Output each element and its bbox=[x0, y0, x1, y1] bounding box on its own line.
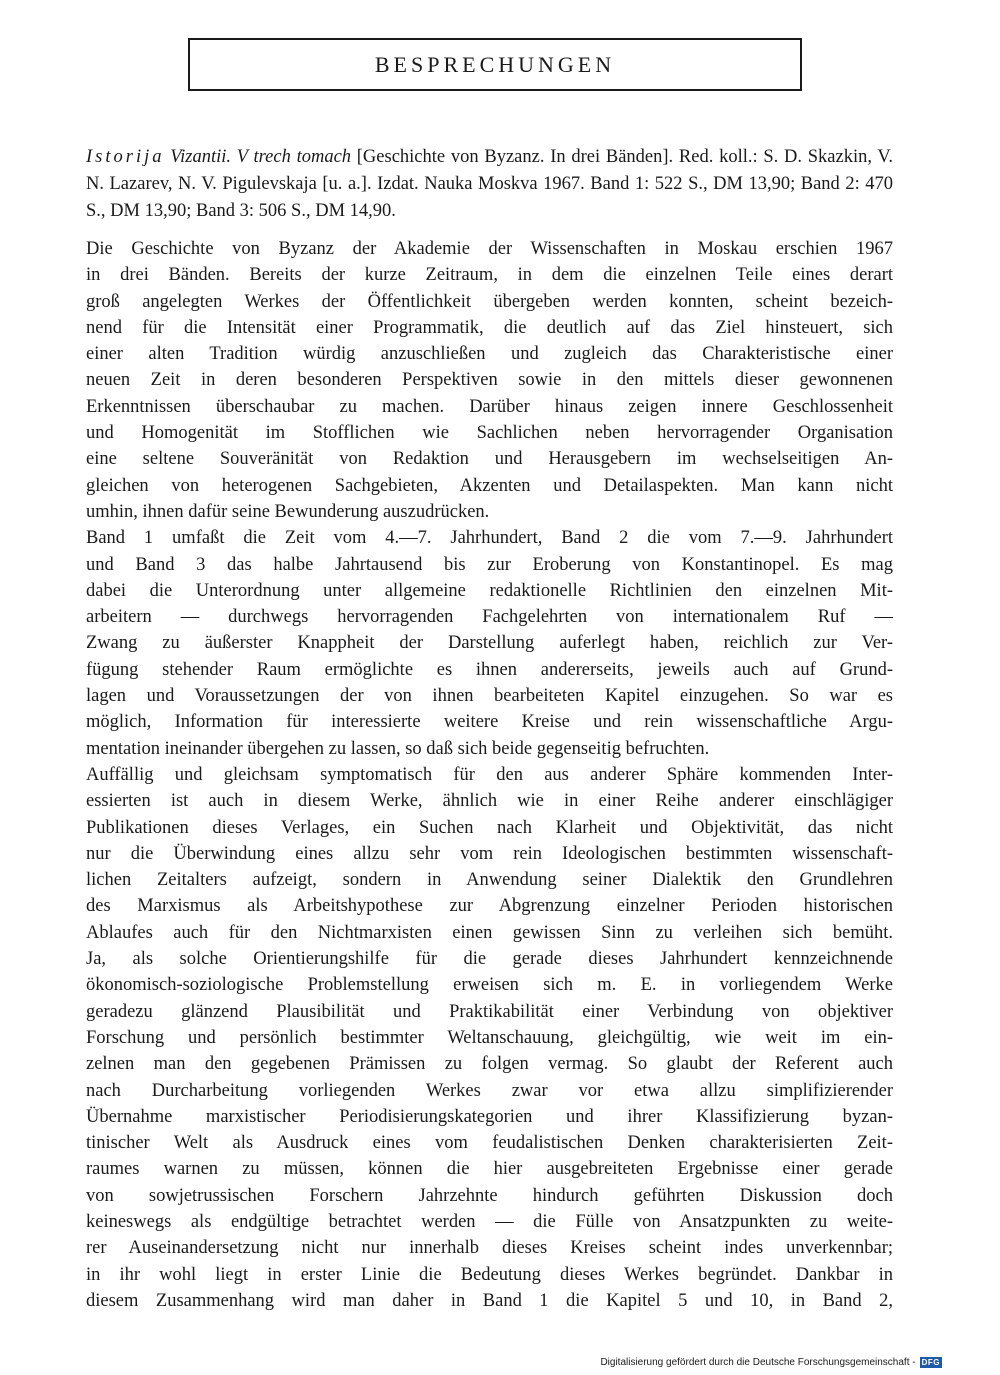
body-text-line: arbeitern — durchwegs hervorragenden Fachgelehrten von internationalem Ruf — bbox=[86, 607, 893, 628]
body-text-line: Auffällig und gleichsam symptomatisch für den aus anderer Sphäre kommenden Inter- bbox=[86, 764, 893, 785]
body-text-line: Band 1 umfaßt die Zeit vom 4.—7. Jahrhundert, Band 2 die vom 7.—9. Jahrhundert bbox=[86, 528, 893, 549]
body-text-line: nach Durcharbeitung vorliegenden Werkes zwar vor etwa allzu simplifizierender bbox=[86, 1080, 893, 1101]
body-text-line: fügung stehender Raum ermöglichte es ihnen andererseits, jeweils auch auf Grund- bbox=[86, 659, 893, 680]
body-text-line: groß angelegten Werkes der Öffentlichkeit übergeben werden konnten, scheint bezeich- bbox=[86, 291, 893, 312]
citation-title-spaced: Istorija bbox=[86, 147, 165, 167]
body-text-line: Publikationen dieses Verlages, ein Suchen nach Klarheit und Objektivität, das nicht bbox=[86, 817, 893, 838]
dfg-logo: DFG bbox=[921, 1358, 940, 1367]
book-citation bbox=[86, 144, 893, 225]
body-text-line: eine seltene Souveränität von Redaktion und Herausgebern im wechselseitigen An- bbox=[86, 449, 893, 470]
body-text-line: nur die Überwindung eines allzu sehr vom rein Ideologischen bestimmten wissenschaft- bbox=[86, 843, 893, 864]
body-text-line: ökonomisch-soziologische Problemstellung erweisen sich m. E. in vorliegendem Werke bbox=[86, 975, 893, 996]
body-text-line: Ja, als solche Orientierungshilfe für die gerade dieses Jahrhundert kennzeichnende bbox=[86, 949, 893, 970]
body-text-line: Forschung und persönlich bestimmter Weltanschauung, gleichgültig, wie weit im ein- bbox=[86, 1027, 893, 1048]
body-text-line: essierten ist auch in diesem Werke, ähnlich wie in einer Reihe anderer einschlägiger bbox=[86, 791, 893, 812]
citation-title-rest: Vizantii. V trech tomach bbox=[164, 147, 352, 167]
body-text-line: des Marxismus als Arbeitshypothese zur Abgrenzung einzelner Perioden historischen bbox=[86, 896, 893, 917]
body-text-line: tinischer Welt als Ausdruck eines vom feudalistischen Denken charakterisierten Zeit- bbox=[86, 1133, 893, 1154]
body-text-line: Übernahme marxistischer Periodisierungskategorien und ihrer Klassifizierung byzan- bbox=[86, 1106, 893, 1127]
body-text-line: lagen und Voraussetzungen der von ihnen bearbeiteten Kapitel einzugehen. So war es bbox=[86, 686, 893, 707]
body-text-line: nend für die Intensität einer Programmatik, die deutlich auf das Ziel hinsteuert, sich bbox=[86, 317, 893, 338]
body-text-line: Erkenntnissen überschaubar zu machen. Darüber hinaus zeigen innere Geschlossenheit bbox=[86, 396, 893, 417]
footer-funding-note: Digitalisierung gefördert durch die Deutsche Forschungsgemeinschaft - bbox=[600, 1357, 916, 1368]
section-title: BESPRECHUNGEN bbox=[374, 51, 616, 77]
body-text-line: umhin, ihnen dafür seine Bewunderung auszudrücken. bbox=[86, 501, 490, 522]
body-text-line: zelnen man den gegebenen Prämissen zu folgen vermag. So glaubt der Referent auch bbox=[86, 1054, 893, 1075]
body-text-line: keineswegs als endgültige betrachtet werden — die Fülle von Ansatzpunkten zu weite- bbox=[86, 1211, 893, 1232]
body-text-line: neuen Zeit in deren besonderen Perspektiven sowie in den mittels dieser gewonnenen bbox=[86, 370, 893, 391]
body-text-line: und Homogenität im Stofflichen wie Sachlichen neben hervorragender Organisation bbox=[86, 423, 893, 444]
body-text-line: raumes warnen zu müssen, können die hier ausgebreiteten Ergebnisse einer gerade bbox=[86, 1159, 893, 1180]
body-text-line: Die Geschichte von Byzanz der Akademie der Wissenschaften in Moskau erschien 1967 bbox=[86, 239, 893, 259]
body-text-line: Ablaufes auch für den Nichtmarxisten einen gewissen Sinn zu verleihen sich bemüht. bbox=[86, 922, 893, 943]
citation-details: [Geschichte von Byzanz. In drei Bänden]. Red. koll.: S. D. Skazkin, V. N. Lazarev, N. V. Pigulevskaja [u. a.]. Izdat. Nauka Moskva 1967. Band 1: 522 S., DM 13,90; Band 2: 470 S., DM 13,90; Band 3: 506 S., DM 14,90. bbox=[86, 147, 893, 221]
body-text-line: lichen Zeitalters aufzeigt, sondern in Anwendung seiner Dialektik den Grundlehren bbox=[86, 870, 893, 891]
body-text-line: dabei die Unterordnung unter allgemeine redaktionelle Richtlinien den einzelnen Mit- bbox=[86, 580, 893, 601]
body-text-line: geradezu glänzend Plausibilität und Praktikabilität einer Verbindung von objektiver bbox=[86, 1001, 893, 1022]
body-text-line: rer Auseinandersetzung nicht nur innerhalb dieses Kreises scheint indes unverkennbar; bbox=[86, 1238, 893, 1259]
body-text-line: gleichen von heterogenen Sachgebieten, Akzenten und Detailaspekten. Man kann nicht bbox=[86, 475, 893, 496]
body-text-line: in drei Bänden. Bereits der kurze Zeitraum, in dem die einzelnen Teile eines derart bbox=[86, 265, 893, 286]
body-text-line: von sowjetrussischen Forschern Jahrzehnte hindurch geführten Diskussion doch bbox=[86, 1185, 893, 1206]
body-text-line: diesem Zusammenhang wird man daher in Band 1 die Kapitel 5 und 10, in Band 2, bbox=[86, 1290, 893, 1311]
review-body bbox=[86, 236, 893, 1314]
page-footer bbox=[600, 1357, 942, 1368]
body-text-line: mentation ineinander übergehen zu lassen, so daß sich beide gegenseitig befruchten. bbox=[86, 738, 710, 759]
body-text-line: möglich, Information für interessierte weitere Kreise und rein wissenschaftliche Argu- bbox=[86, 712, 893, 733]
body-text-line: und Band 3 das halbe Jahrtausend bis zur Eroberung von Konstantinopel. Es mag bbox=[86, 554, 893, 575]
body-text-line: einer alten Tradition würdig anzuschließen und zugleich das Charakteristische einer bbox=[86, 344, 893, 365]
body-text-line: in ihr wohl liegt in erster Linie die Bedeutung dieses Werkes begründet. Dankbar in bbox=[86, 1264, 893, 1285]
section-header-box bbox=[188, 38, 802, 91]
body-text-line: Zwang zu äußerster Knappheit der Darstellung auferlegt haben, reichlich zur Ver- bbox=[86, 633, 893, 654]
